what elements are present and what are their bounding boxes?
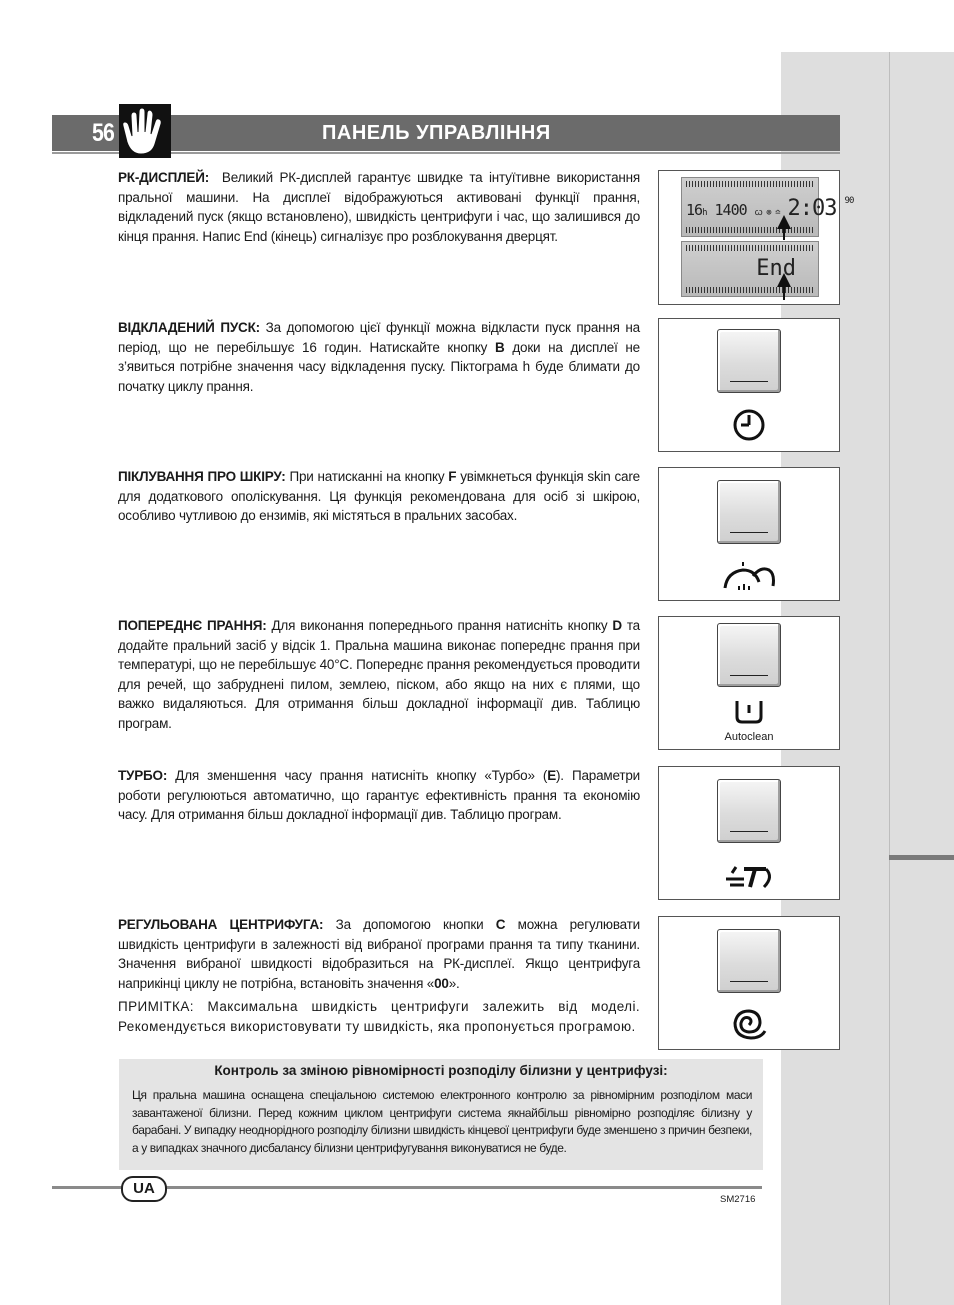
delay-section <box>118 318 640 396</box>
lcd-screen-running <box>681 177 854 237</box>
skin-text-1: При натисканні на кнопку <box>289 469 445 484</box>
prewash-tub-icon <box>659 699 839 730</box>
prewash-key: D <box>612 618 622 633</box>
language-badge: UA <box>121 1176 167 1202</box>
turbo-text-2: ). Параметри роботи регулюються автоматично, що гарантує ефективність прання та економію часу. Для отримання більш докладної інформації див. Таблицю програм. <box>118 768 640 822</box>
spin-section <box>118 915 640 993</box>
balance-control-note <box>119 1059 763 1170</box>
prewash-text-2: та додайте пральний засіб у відсік 1. Пральна машина виконає попереднє прання при температурі, що не перебільшує 40°С. Попереднє прання рекомендується проводити для речей, що забруднені пилом, землею, піском, або якщо на них є плями, що важко видаляються. Для отримання більш докладної інформації див. Таблицю програм. <box>118 618 640 731</box>
prewash-panel <box>658 616 840 750</box>
spin-key: C <box>495 917 506 932</box>
page-number: 56 <box>92 119 114 147</box>
skin-care-icon <box>659 560 839 597</box>
lcd-spin-speed: 1400 <box>714 201 747 219</box>
lcd-text: Великий РК-дисплей гарантує швидке та інтуїтивне використання пральної машини. На дисплеї відображуються активовані функції прання, відкладений пуск (якщо встановлено), швидкість центрифуги і час, що залишився до кінця прання. Напис End (кінець) сигналізує про розблокування дверцят. <box>118 170 640 244</box>
prewash-button[interactable] <box>717 623 781 687</box>
prewash-heading: ПОПЕРЕДНЄ ПРАННЯ: <box>118 618 267 633</box>
spin-note: ПРИМІТКА: Максимальна швидкість центрифуги залежить від моделі. Рекомендується використовувати ту швидкість, яка пропонується програмою. <box>118 999 640 1034</box>
spin-text-3: ». <box>448 975 460 991</box>
lcd-heading: РК-ДИСПЛЕЙ: <box>118 170 209 185</box>
lcd-section <box>118 168 640 246</box>
lcd-display-panel <box>658 170 854 305</box>
skin-heading: ПІКЛУВАННЯ ПРО ШКІРУ: <box>118 469 286 484</box>
lcd-tick-row-bottom <box>686 227 814 233</box>
prewash-section <box>118 616 640 733</box>
note-title: Контроль за зміною рівномірності розподілу білизни у центрифузі: <box>214 1063 668 1078</box>
turbo-text-1: Для зменшення часу прання натисніть кнопку «Турбо» ( <box>175 768 548 783</box>
lcd-function-icons: ꞷ ⊚ ≏ <box>754 208 780 218</box>
turbo-section <box>118 766 640 825</box>
spin-spiral-icon <box>659 1007 839 1048</box>
delay-key: B <box>495 339 505 355</box>
delay-timer-icon <box>659 407 839 448</box>
delay-text-1: За допомогою цієї функції можна відкласти пуск прання на період, що не перебільшує 16 годин. Натискайте кнопку <box>118 320 640 355</box>
lcd-remaining-time: 2:03 <box>787 196 837 221</box>
arrow-stem-2 <box>783 286 785 300</box>
turbo-icon <box>659 863 839 896</box>
skin-care-button[interactable] <box>717 480 781 544</box>
delay-panel <box>658 318 840 452</box>
delay-heading: ВІДКЛАДЕНИЙ ПУСК: <box>118 320 260 335</box>
spin-panel <box>658 916 840 1050</box>
lcd-tick-row-end <box>686 245 814 251</box>
spin-value: 00 <box>434 975 449 991</box>
prewash-text-1: Для виконання попереднього прання натисніть кнопку <box>271 618 608 633</box>
turbo-heading: ТУРБО: <box>118 768 168 783</box>
side-tab-marker <box>889 855 954 860</box>
skin-key: F <box>448 469 457 484</box>
lcd-tick-row <box>686 181 814 187</box>
spin-heading: РЕГУЛЬОВАНА ЦЕНТРИФУГА: <box>118 917 324 932</box>
lcd-tick-row-end-bottom <box>686 287 814 293</box>
page-title: ПАНЕЛЬ УПРАВЛІННЯ <box>322 122 551 144</box>
lcd-screen-end <box>681 241 819 297</box>
lcd-temperature: 90 <box>844 196 854 206</box>
turbo-button[interactable] <box>717 779 781 843</box>
spin-button[interactable] <box>717 929 781 993</box>
arrow-stem <box>783 228 785 240</box>
turbo-panel <box>658 766 840 900</box>
skin-panel <box>658 467 840 601</box>
lcd-delay-hours: 16 <box>686 201 703 219</box>
delay-button[interactable] <box>717 329 781 393</box>
arrow-up-icon-2 <box>777 273 791 287</box>
lcd-end-text: End <box>756 256 796 281</box>
note-body: Ця пральна машина оснащена спеціальною системою електронного контролю за рівномірним розподілом маси завантаженої білизни. Перед кожним циклом центрифуги система якнайбільш рівномірно розподіляє білизну у барабані. У випадку неоднорідного розподілу білизни швидкість кінцевої центрифуги буде зменшено з причин безпеки, а у випадках значного дисбалансу білизни центрифугування виконуватися не буде. <box>132 1088 752 1155</box>
autoclean-label: Autoclean <box>724 731 774 743</box>
side-panel-divider <box>889 52 890 1305</box>
delay-text-2: доки на дисплеї не з’явиться потрібне значення часу відкладення пуску. Піктограма h буде блимати до початку циклу прання. <box>118 339 640 394</box>
skin-section <box>118 467 640 526</box>
arrow-up-icon <box>777 215 791 229</box>
document-code: SM2716 <box>720 1194 756 1205</box>
spin-text-1: За допомогою кнопки <box>335 917 484 932</box>
skin-text-2: увімкнеться функція skin care для додаткового ополіскування. Ця функція рекомендована для осіб зі шкірою, особливо чутливою до ензимів, які містяться в пральних засобах. <box>118 469 640 523</box>
hand-icon <box>119 104 171 158</box>
turbo-key: E <box>547 768 557 783</box>
lcd-hours-unit: h <box>702 208 707 218</box>
spin-text-2: можна регулювати швидкість центрифуги в залежності від вибраної програми прання та типу тканини. Значення вибраної швидкості відобразиться на РК-дисплеї. Якщо центрифуга наприкінці циклу не потрібна, встановіть значення « <box>118 917 640 991</box>
